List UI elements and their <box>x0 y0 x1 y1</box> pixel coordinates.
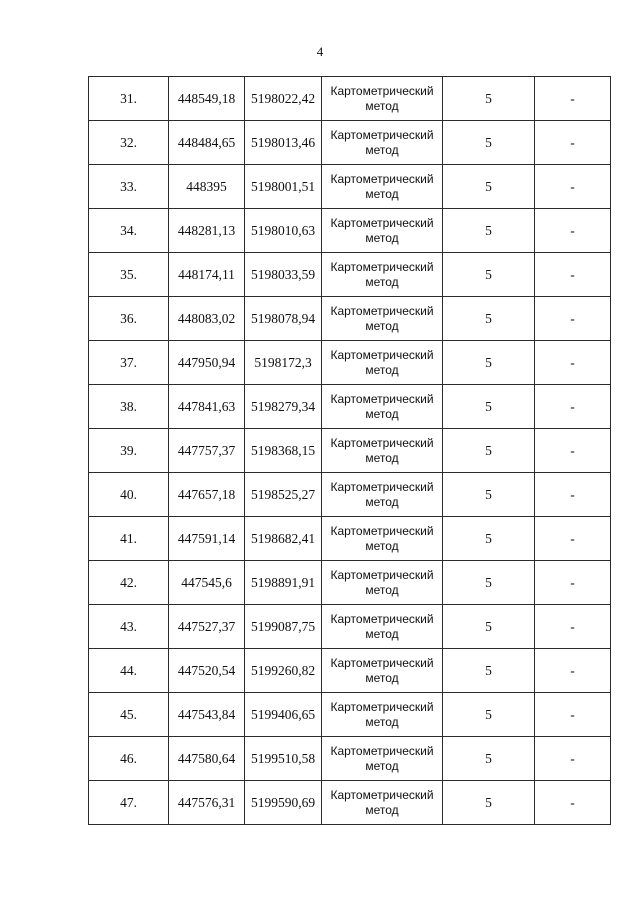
point-number-cell: 33. <box>89 165 169 209</box>
method-line-2: метод <box>365 758 399 773</box>
point-number-cell: 32. <box>89 121 169 165</box>
note-cell: - <box>535 429 611 473</box>
y-coordinate-cell: 5199087,75 <box>245 605 322 649</box>
x-coordinate-cell: 447543,84 <box>169 693 245 737</box>
method-line-1: Картометрический <box>330 523 434 538</box>
accuracy-cell: 5 <box>443 737 535 781</box>
method-line-2: метод <box>365 98 399 113</box>
accuracy-cell: 5 <box>443 297 535 341</box>
point-number-cell: 45. <box>89 693 169 737</box>
note-cell: - <box>535 781 611 825</box>
note-cell: - <box>535 605 611 649</box>
point-number-cell: 39. <box>89 429 169 473</box>
method-cell <box>322 429 443 473</box>
method-cell <box>322 121 443 165</box>
accuracy-cell: 5 <box>443 649 535 693</box>
method-line-2: метод <box>365 714 399 729</box>
x-coordinate-cell: 448549,18 <box>169 77 245 121</box>
y-coordinate-cell: 5198525,27 <box>245 473 322 517</box>
accuracy-cell: 5 <box>443 165 535 209</box>
table-row <box>89 737 611 781</box>
point-number-cell: 34. <box>89 209 169 253</box>
table-row <box>89 781 611 825</box>
y-coordinate-cell: 5199260,82 <box>245 649 322 693</box>
accuracy-cell: 5 <box>443 209 535 253</box>
point-number-cell: 35. <box>89 253 169 297</box>
table-row <box>89 649 611 693</box>
note-cell: - <box>535 649 611 693</box>
method-cell <box>322 693 443 737</box>
note-cell: - <box>535 517 611 561</box>
method-cell <box>322 561 443 605</box>
x-coordinate-cell: 447545,6 <box>169 561 245 605</box>
method-line-2: метод <box>365 802 399 817</box>
accuracy-cell: 5 <box>443 693 535 737</box>
point-number-cell: 31. <box>89 77 169 121</box>
method-line-2: метод <box>365 230 399 245</box>
table-row <box>89 165 611 209</box>
table-row <box>89 341 611 385</box>
note-cell: - <box>535 253 611 297</box>
y-coordinate-cell: 5198891,91 <box>245 561 322 605</box>
method-line-1: Картометрический <box>330 215 434 230</box>
method-cell <box>322 737 443 781</box>
accuracy-cell: 5 <box>443 517 535 561</box>
method-line-2: метод <box>365 626 399 641</box>
method-cell <box>322 165 443 209</box>
x-coordinate-cell: 447841,63 <box>169 385 245 429</box>
x-coordinate-cell: 447527,37 <box>169 605 245 649</box>
method-line-1: Картометрический <box>330 259 434 274</box>
table-row <box>89 517 611 561</box>
x-coordinate-cell: 447520,54 <box>169 649 245 693</box>
y-coordinate-cell: 5199510,58 <box>245 737 322 781</box>
y-coordinate-cell: 5198279,34 <box>245 385 322 429</box>
point-number-cell: 36. <box>89 297 169 341</box>
method-line-2: метод <box>365 494 399 509</box>
accuracy-cell: 5 <box>443 605 535 649</box>
table-row <box>89 429 611 473</box>
point-number-cell: 37. <box>89 341 169 385</box>
method-cell <box>322 649 443 693</box>
note-cell: - <box>535 121 611 165</box>
method-line-1: Картометрический <box>330 127 434 142</box>
y-coordinate-cell: 5198368,15 <box>245 429 322 473</box>
note-cell: - <box>535 385 611 429</box>
method-cell <box>322 605 443 649</box>
accuracy-cell: 5 <box>443 121 535 165</box>
y-coordinate-cell: 5198013,46 <box>245 121 322 165</box>
method-cell <box>322 385 443 429</box>
method-cell <box>322 77 443 121</box>
accuracy-cell: 5 <box>443 781 535 825</box>
method-line-1: Картометрический <box>330 435 434 450</box>
method-line-1: Картометрический <box>330 83 434 98</box>
accuracy-cell: 5 <box>443 561 535 605</box>
point-number-cell: 46. <box>89 737 169 781</box>
method-cell <box>322 781 443 825</box>
table-row <box>89 121 611 165</box>
page-number: 4 <box>316 44 324 59</box>
y-coordinate-cell: 5198033,59 <box>245 253 322 297</box>
method-line-2: метод <box>365 406 399 421</box>
x-coordinate-cell: 447757,37 <box>169 429 245 473</box>
method-line-2: метод <box>365 318 399 333</box>
x-coordinate-cell: 448281,13 <box>169 209 245 253</box>
method-line-1: Картометрический <box>330 787 434 802</box>
note-cell: - <box>535 77 611 121</box>
method-line-1: Картометрический <box>330 611 434 626</box>
method-cell <box>322 517 443 561</box>
note-cell: - <box>535 737 611 781</box>
y-coordinate-cell: 5198010,63 <box>245 209 322 253</box>
point-number-cell: 41. <box>89 517 169 561</box>
method-line-1: Картометрический <box>330 391 434 406</box>
note-cell: - <box>535 165 611 209</box>
x-coordinate-cell: 448083,02 <box>169 297 245 341</box>
table-row <box>89 77 611 121</box>
x-coordinate-cell: 447576,31 <box>169 781 245 825</box>
note-cell: - <box>535 209 611 253</box>
point-number-cell: 40. <box>89 473 169 517</box>
y-coordinate-cell: 5198172,3 <box>245 341 322 385</box>
method-line-2: метод <box>365 362 399 377</box>
x-coordinate-cell: 447657,18 <box>169 473 245 517</box>
note-cell: - <box>535 473 611 517</box>
note-cell: - <box>535 693 611 737</box>
x-coordinate-cell: 447591,14 <box>169 517 245 561</box>
accuracy-cell: 5 <box>443 473 535 517</box>
method-line-2: метод <box>365 538 399 553</box>
method-line-1: Картометрический <box>330 303 434 318</box>
accuracy-cell: 5 <box>443 341 535 385</box>
point-number-cell: 38. <box>89 385 169 429</box>
x-coordinate-cell: 448174,11 <box>169 253 245 297</box>
y-coordinate-cell: 5199406,65 <box>245 693 322 737</box>
method-cell <box>322 341 443 385</box>
method-line-2: метод <box>365 670 399 685</box>
note-cell: - <box>535 561 611 605</box>
table-row <box>89 473 611 517</box>
point-number-cell: 44. <box>89 649 169 693</box>
coordinates-table <box>88 76 611 825</box>
method-line-1: Картометрический <box>330 171 434 186</box>
method-line-2: метод <box>365 186 399 201</box>
point-number-cell: 42. <box>89 561 169 605</box>
method-line-2: метод <box>365 582 399 597</box>
coordinates-table-body <box>89 77 611 825</box>
method-line-2: метод <box>365 142 399 157</box>
method-line-1: Картометрический <box>330 347 434 362</box>
x-coordinate-cell: 447580,64 <box>169 737 245 781</box>
table-row <box>89 605 611 649</box>
y-coordinate-cell: 5198001,51 <box>245 165 322 209</box>
method-line-1: Картометрический <box>330 699 434 714</box>
method-line-1: Картометрический <box>330 567 434 582</box>
method-cell <box>322 209 443 253</box>
note-cell: - <box>535 341 611 385</box>
y-coordinate-cell: 5198682,41 <box>245 517 322 561</box>
method-line-2: метод <box>365 274 399 289</box>
table-row <box>89 297 611 341</box>
accuracy-cell: 5 <box>443 77 535 121</box>
table-row <box>89 693 611 737</box>
point-number-cell: 43. <box>89 605 169 649</box>
y-coordinate-cell: 5198078,94 <box>245 297 322 341</box>
x-coordinate-cell: 448395 <box>169 165 245 209</box>
table-row <box>89 561 611 605</box>
method-cell <box>322 473 443 517</box>
table-row <box>89 209 611 253</box>
method-line-1: Картометрический <box>330 479 434 494</box>
accuracy-cell: 5 <box>443 253 535 297</box>
table-row <box>89 253 611 297</box>
method-line-1: Картометрический <box>330 655 434 670</box>
x-coordinate-cell: 447950,94 <box>169 341 245 385</box>
method-cell <box>322 253 443 297</box>
method-line-2: метод <box>365 450 399 465</box>
accuracy-cell: 5 <box>443 385 535 429</box>
x-coordinate-cell: 448484,65 <box>169 121 245 165</box>
point-number-cell: 47. <box>89 781 169 825</box>
y-coordinate-cell: 5198022,42 <box>245 77 322 121</box>
y-coordinate-cell: 5199590,69 <box>245 781 322 825</box>
note-cell: - <box>535 297 611 341</box>
method-line-1: Картометрический <box>330 743 434 758</box>
method-cell <box>322 297 443 341</box>
table-row <box>89 385 611 429</box>
accuracy-cell: 5 <box>443 429 535 473</box>
